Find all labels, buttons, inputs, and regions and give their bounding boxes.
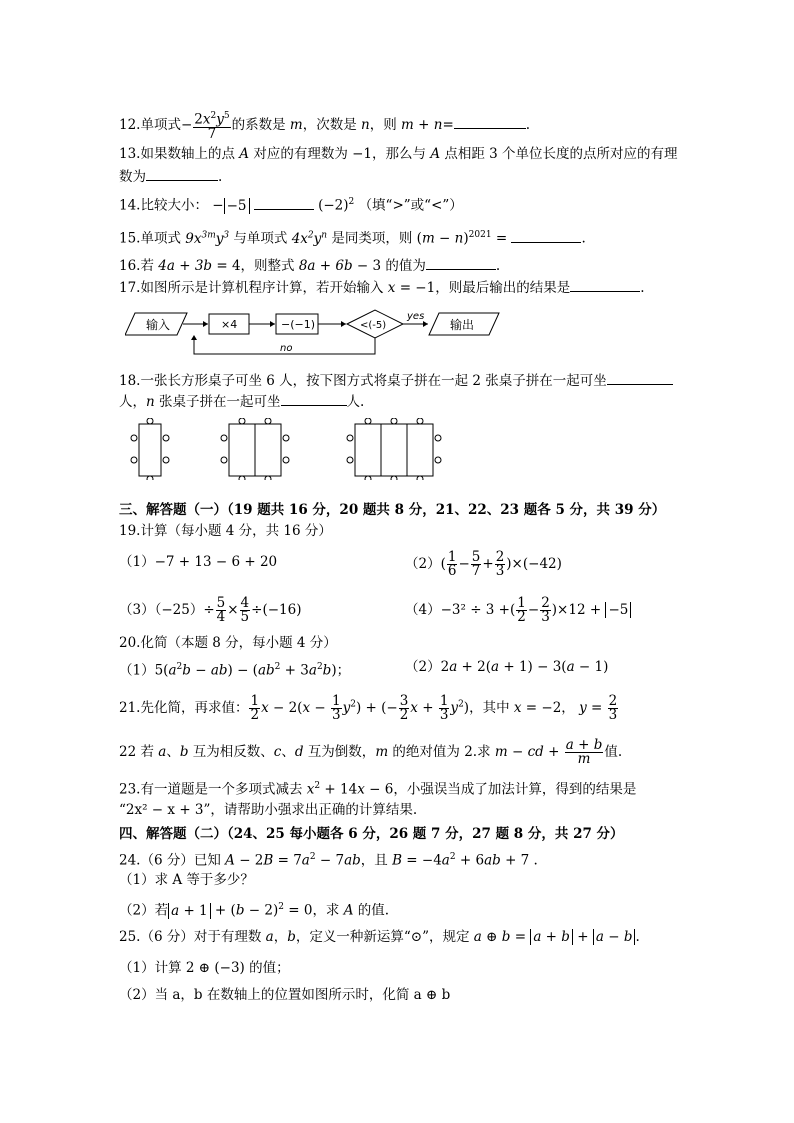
table-one (139, 424, 161, 476)
tables-three (355, 424, 433, 476)
question-15: 15.单项式 $9x^{3m}y^3$ 与单项式 $4x^2y^n$ 是同类项，则 $(m - n)^{2021}$ = . (119, 226, 586, 248)
question-13-line2: 数为 . (119, 166, 222, 186)
question-19-3: （3）（−25）÷ $\frac{5}{4}$ × $\frac{4}{5}$ ÷(−16) (119, 595, 302, 625)
question-19-2: （2）( $\frac{1}{6}$ − $\frac{5}{7}$ + $\frac{2}{3}$ )×(−42) (405, 549, 562, 579)
question-25-2: （2）当 a，b 在数轴上的位置如图所示时，化简 a ⊕ b (119, 987, 451, 1003)
question-22: 22 若 a、b 互为相反数、c、d 互为倒数，m 的绝对值为 2.求 m − cd + $\frac{a + b}{m}$ 值. (119, 737, 623, 767)
question-20-2: （2）2a + 2(a + 1) − 3(a − 1) (405, 659, 609, 675)
question-16: 16.若 4a + 3b = 4，则整式 8a + 6b − 3 的值为 . (119, 255, 500, 275)
question-20-title: 20.化简（本题 8 分，每小题 4 分） (119, 635, 337, 651)
question-23: 23.有一道题是一个多项式减去 $x^2 + 14x - 6$，小强误当成了加法计算，得到的结果是 (119, 781, 637, 798)
flow-input-label: 输入 (146, 318, 171, 332)
question-19-4: （4）−3² ÷ 3 +( $\frac{1}{2}$ − $\frac{2}{3}$ )×12 + −5 (405, 597, 631, 624)
question-23-line2: “2x² − x + 3”，请帮助小强求出正确的计算结果. (119, 802, 418, 818)
question-25-1: （1）计算 2 ⊕ (−3) 的值； (119, 960, 290, 976)
section-3-heading: 三、解答题（一）（19 题共 16 分，20 题共 8 分，21、22、23 题各 5 分，共 39 分） (119, 502, 666, 518)
fraction: $\frac{2x^2y^5}{7}$ (194, 111, 230, 142)
answer-blank[interactable] (146, 166, 218, 181)
program-flowchart (125, 305, 515, 360)
question-18: 18.一张长方形桌子可坐 6 人，按下图方式将桌子拼在一起 2 张桌子拼在一起可坐 (119, 370, 673, 390)
answer-blank[interactable] (511, 228, 581, 243)
question-12: 12.单项式− $\frac{2x^2y^5}{7}$ 的系数是 m，次数是 n，则 m + n= . (119, 111, 531, 142)
question-13: 13.如果数轴上的点 A 对应的有理数为 −1，那么与 A 点相距 3 个单位长度的点所对应的有理 (119, 146, 678, 162)
flow-cmp-label: <(-5) (360, 320, 387, 331)
flow-mul-label: ×4 (221, 318, 238, 331)
question-24-2: （2）若 $a + 1 + (b - 2)^2 = 0$，求 A 的值. (119, 902, 390, 919)
flow-no-label: no (280, 343, 293, 354)
flow-output-label: 输出 (450, 318, 475, 332)
question-14: 14.比较大小： − −5 $(-2)^2$ （填“>”或“<”） (119, 193, 463, 215)
question-25: 25.（6 分）对于有理数 a，b，定义一种新运算“⊙”，规定 a ⊕ b = a + b + a − b . (119, 929, 640, 945)
section-4-heading: 四、解答题（二）（24、25 每小题各 6 分，26 题 7 分，27 题 8 分，共 27 分） (119, 826, 624, 842)
question-19-1: （1）−7 + 13 − 6 + 20 (119, 554, 278, 570)
answer-blank[interactable] (254, 195, 314, 210)
question-17: 17.如图所示是计算机程序计算，若开始输入 x = −1，则最后输出的结果是 . (119, 277, 645, 297)
question-24: 24.（6 分）已知 $A - 2B = 7a^2 - 7ab$，且 $B = -4a^2 + 6ab + 7$ . (119, 852, 538, 869)
answer-blank[interactable] (454, 114, 526, 129)
flow-sub-label: −(−1) (281, 318, 316, 331)
answer-blank[interactable] (607, 370, 673, 385)
answer-blank[interactable] (281, 391, 347, 406)
question-20-1: $(1)5(a^2b - ab) - (ab^2 + 3a^2b)$； (119, 662, 351, 679)
question-19-title: 19.计算（每小题 4 分，共 16 分） (119, 523, 332, 539)
flow-yes-label: yes (407, 311, 425, 322)
tables-figure (125, 418, 455, 480)
answer-blank[interactable] (426, 255, 496, 270)
question-24-1: （1）求 A 等于多少？ (119, 872, 254, 888)
answer-blank[interactable] (570, 277, 640, 292)
question-18-line2: 人，n 张桌子拼在一起可坐 人. (119, 391, 364, 411)
question-21: 21.先化简，再求值： $\frac{1}{2}$ x − 2(x − $\frac{1}{3}$ $y^2$) + (− $\frac{3}{2}$ x + $\frac{1}{3}$ $y^2$)，其中 x = −2， y = $\frac{2}{3}$ (119, 693, 618, 723)
